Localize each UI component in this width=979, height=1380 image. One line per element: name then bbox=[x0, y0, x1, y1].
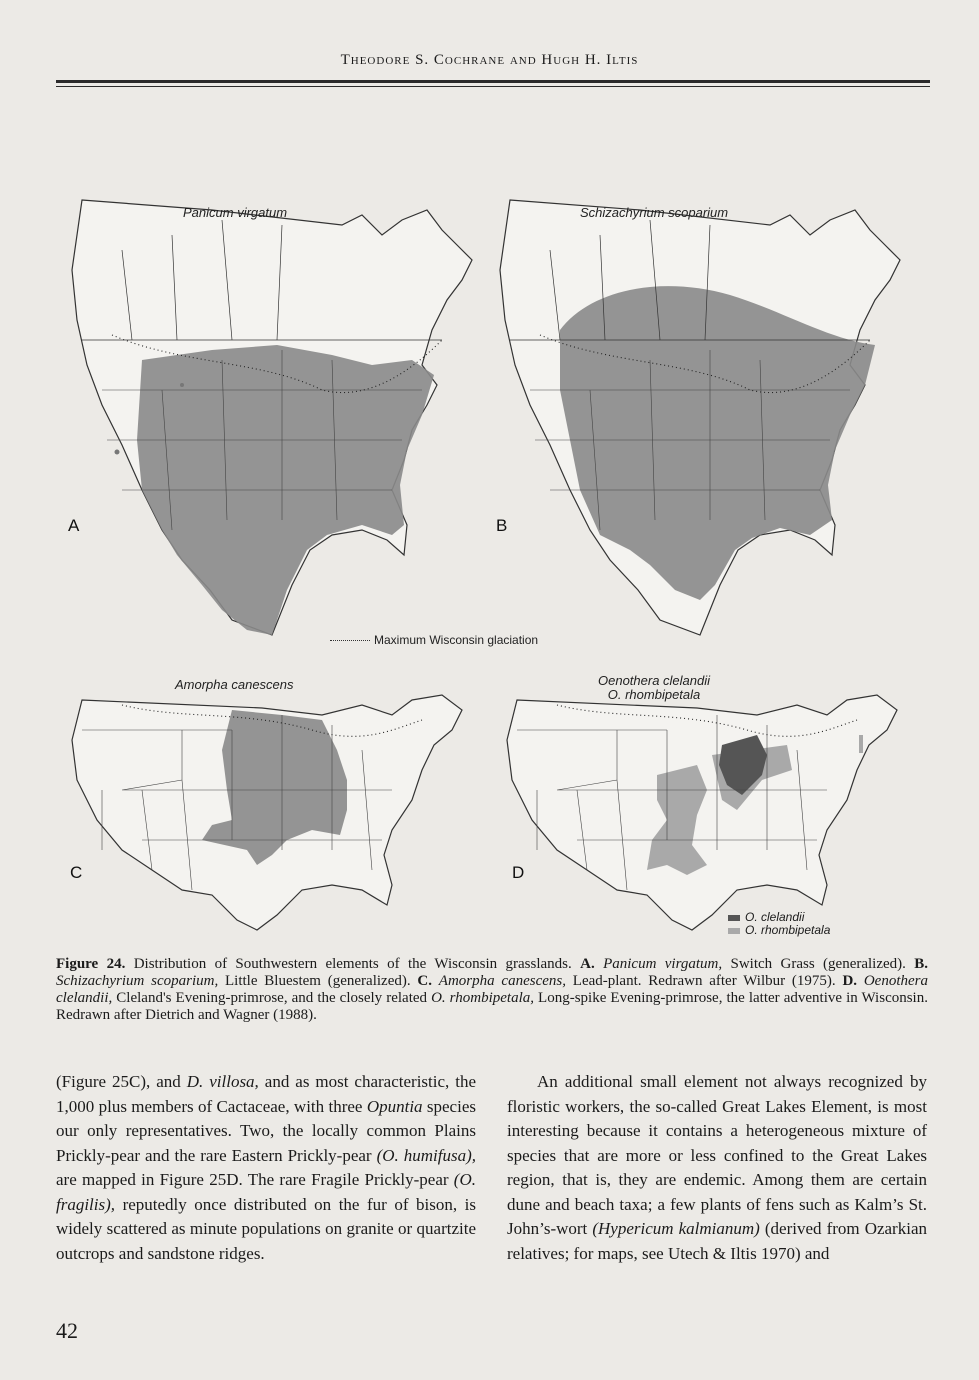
map-a bbox=[62, 190, 492, 640]
glaciation-key bbox=[330, 633, 538, 647]
map-title-d bbox=[598, 674, 710, 702]
caption-d-species2: O. rhombipetala, bbox=[431, 990, 534, 1006]
legend-label-clelandii: O. clelandii bbox=[745, 910, 805, 924]
text: are mapped in Figure 25D. The rare Fragile Prickly-pear bbox=[56, 1170, 454, 1189]
text: reputedly once distributed on the fur of bison, is widely scattered as minute populations on granite or quartzite outcrops and sandstone ridges. bbox=[56, 1194, 476, 1263]
caption-a-label: A. bbox=[580, 956, 595, 972]
page-number: 42 bbox=[56, 1318, 78, 1343]
header-rule bbox=[56, 80, 930, 83]
text: An additional small element not always recognized by floristic workers, the so-called Great Lakes Element, is most interesting because it contains a heterogeneous mixture of species that are more or less confined to the Great Lakes region, that is, they are endemic. Among them are certain dune and beach taxa; a few plants of fens such as Kalm’s St. John’s-wort bbox=[507, 1072, 927, 1238]
caption-d-text: Cleland's Evening-primrose, and the closely related bbox=[112, 990, 432, 1006]
map-title-c: Amorpha canescens bbox=[175, 677, 294, 692]
map-title-b: Schizachyrium scoparium bbox=[580, 205, 729, 220]
italic-text: Opuntia bbox=[366, 1096, 423, 1116]
caption-d-label: D. bbox=[842, 973, 858, 989]
map-legend bbox=[728, 911, 830, 937]
paragraph bbox=[56, 1070, 476, 1266]
caption-a-species: Panicum virgatum, bbox=[603, 956, 723, 972]
caption-d-species: Oenothera clelandii, bbox=[56, 973, 928, 1006]
map-d bbox=[497, 687, 907, 935]
panel-letter-d: D bbox=[512, 863, 525, 882]
map-title-d-line2: O. rhombipetala bbox=[607, 687, 701, 702]
map-b bbox=[490, 190, 920, 640]
italic-text: (O. humifusa), bbox=[376, 1145, 476, 1165]
caption-c-text: Lead-plant. Redrawn after Wilbur (1975). bbox=[565, 973, 843, 989]
italic-text: (O. fragilis), bbox=[56, 1170, 476, 1214]
body-column-right bbox=[507, 1070, 927, 1266]
caption-b-species: Schizachyrium scoparium, bbox=[56, 973, 219, 989]
caption-text: Distribution of Southwestern elements of the Wisconsin grasslands. bbox=[125, 956, 581, 972]
glaciation-label: Maximum Wisconsin glaciation bbox=[374, 633, 539, 647]
panel-letter-b: B bbox=[496, 516, 508, 535]
caption-d-text2: Long-spike Evening-primrose, the latter adventive in Wisconsin. Redrawn after Dietrich and Wagner (1988). bbox=[56, 990, 928, 1023]
panel-letter-c: C bbox=[70, 863, 83, 882]
caption-label: Figure 24. bbox=[56, 956, 126, 972]
header-rule-thin bbox=[56, 86, 930, 87]
map-c bbox=[62, 690, 472, 935]
text: and as most characteristic, the 1,000 plus members of Cactaceae, with three bbox=[56, 1072, 477, 1116]
caption-c-label: C. bbox=[417, 973, 432, 989]
legend-swatch-dark bbox=[728, 915, 740, 921]
dotted-line-symbol bbox=[330, 640, 370, 641]
map-title-a: Panicum virgatum bbox=[183, 205, 288, 220]
legend-row-rhombipetala bbox=[728, 924, 830, 937]
text: species our only representatives. Two, the locally common Plains Prickly-pear and the rare Eastern Prickly-pear bbox=[56, 1096, 476, 1165]
figure-caption bbox=[56, 956, 928, 1024]
panel-letter-a: A bbox=[68, 516, 80, 535]
legend-swatch-light bbox=[728, 928, 740, 934]
map-title-d-line1: Oenothera clelandii bbox=[598, 673, 711, 688]
caption-b-label: B. bbox=[914, 956, 929, 972]
running-head: Theodore S. Cochrane and Hugh H. Iltis bbox=[340, 52, 639, 68]
italic-text: (Hypericum kalmianum) bbox=[592, 1219, 760, 1238]
text: (Figure 25C), and bbox=[56, 1072, 187, 1091]
paragraph bbox=[507, 1070, 927, 1266]
text: (derived from Ozarkian relatives; for maps, see Utech & Iltis 1970) and bbox=[507, 1219, 927, 1263]
caption-c-species: Amorpha canescens, bbox=[438, 973, 566, 989]
caption-b-text: Little Bluestem (generalized). bbox=[218, 973, 418, 989]
legend-label-rhombipetala: O. rhombipetala bbox=[745, 923, 831, 937]
body-column-left bbox=[56, 1070, 476, 1266]
italic-text: D. villosa, bbox=[186, 1072, 259, 1091]
caption-a-text: Switch Grass (generalized). bbox=[722, 956, 915, 972]
